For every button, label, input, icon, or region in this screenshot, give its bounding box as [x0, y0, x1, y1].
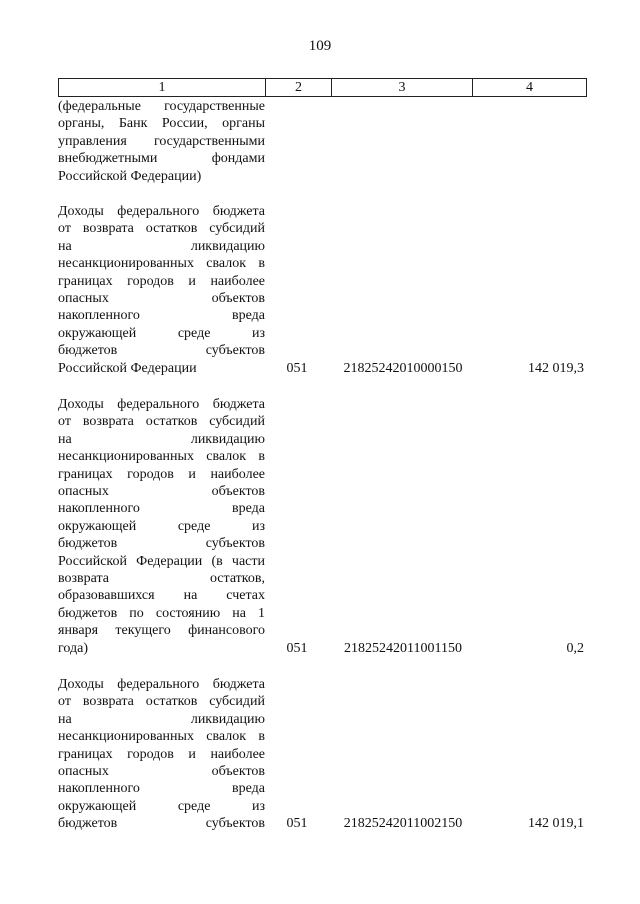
description-line: на ликвидацию	[58, 238, 265, 254]
description-line: образовавшихся на счетах	[58, 588, 265, 604]
column-header-1: 1	[59, 79, 266, 97]
description-line: несанкционированных свалок в	[58, 449, 265, 465]
description-line: внебюджетными фондами	[58, 151, 265, 167]
column-header-3: 3	[332, 79, 473, 97]
row-description	[58, 203, 265, 377]
description-line: опасных объектов	[58, 484, 265, 500]
description-line: органы, Банк России, органы	[58, 116, 265, 132]
description-line: опасных объектов	[58, 764, 265, 780]
description-line: бюджетов субъектов	[58, 816, 265, 832]
description-line: бюджетов субъектов	[58, 343, 265, 359]
description-line: границах городов и наиболее	[58, 273, 265, 289]
row-kbk: 21825242011002150	[343, 816, 463, 832]
description-line: возврата остатков,	[58, 571, 265, 587]
description-line: от возврата остатков субсидий	[58, 694, 265, 710]
row-amount: 0,2	[566, 640, 584, 656]
row-amount: 142 019,3	[528, 360, 584, 376]
column-header-2: 2	[266, 79, 332, 97]
description-line: несанкционированных свалок в	[58, 256, 265, 272]
description-line: Доходы федерального бюджета	[58, 204, 265, 219]
description-line: бюджетов по состоянию на 1	[58, 605, 265, 621]
description-line: окружающей среде из	[58, 798, 265, 814]
row-amount: 142 019,1	[528, 816, 584, 832]
row-kbk: 21825242011001150	[344, 640, 462, 656]
description-line: границах городов и наиболее	[58, 746, 265, 762]
description-line: накопленного вреда	[58, 501, 265, 517]
row-description	[58, 396, 265, 657]
description-line: бюджетов субъектов	[58, 536, 265, 552]
description-line: накопленного вреда	[58, 781, 265, 797]
row-code: 051	[286, 640, 308, 656]
description-line: года)	[58, 640, 88, 656]
column-header-4: 4	[473, 79, 587, 97]
description-line: несанкционированных свалок в	[58, 729, 265, 745]
description-line: окружающей среде из	[58, 325, 265, 341]
description-line: Российской Федерации)	[58, 168, 202, 184]
description-line: окружающей среде из	[58, 518, 265, 534]
column-header-row	[59, 79, 587, 97]
row-kbk: 21825242010000150	[343, 360, 463, 376]
page-number: 109	[308, 38, 332, 54]
description-line: от возврата остатков субсидий	[58, 221, 265, 237]
description-line: Доходы федерального бюджета	[58, 397, 265, 412]
description-line: января текущего финансового	[58, 623, 265, 639]
description-line: границах городов и наиболее	[58, 466, 265, 482]
description-line: Российской Федерации (в части	[58, 553, 265, 569]
row-description	[58, 98, 265, 185]
description-line: от возврата остатков субсидий	[58, 414, 265, 430]
description-line: опасных объектов	[58, 291, 265, 307]
description-line: (федеральные государственные	[58, 99, 265, 114]
description-line: управления государственными	[58, 133, 265, 149]
description-line: Российской Федерации	[58, 360, 197, 376]
description-line: на ликвидацию	[58, 711, 265, 727]
description-line: на ликвидацию	[58, 431, 265, 447]
description-line: Доходы федерального бюджета	[58, 677, 265, 692]
row-code: 051	[286, 816, 308, 832]
description-line: накопленного вреда	[58, 308, 265, 324]
row-description	[58, 676, 265, 833]
row-code: 051	[286, 360, 308, 376]
column-header-table	[58, 78, 587, 97]
